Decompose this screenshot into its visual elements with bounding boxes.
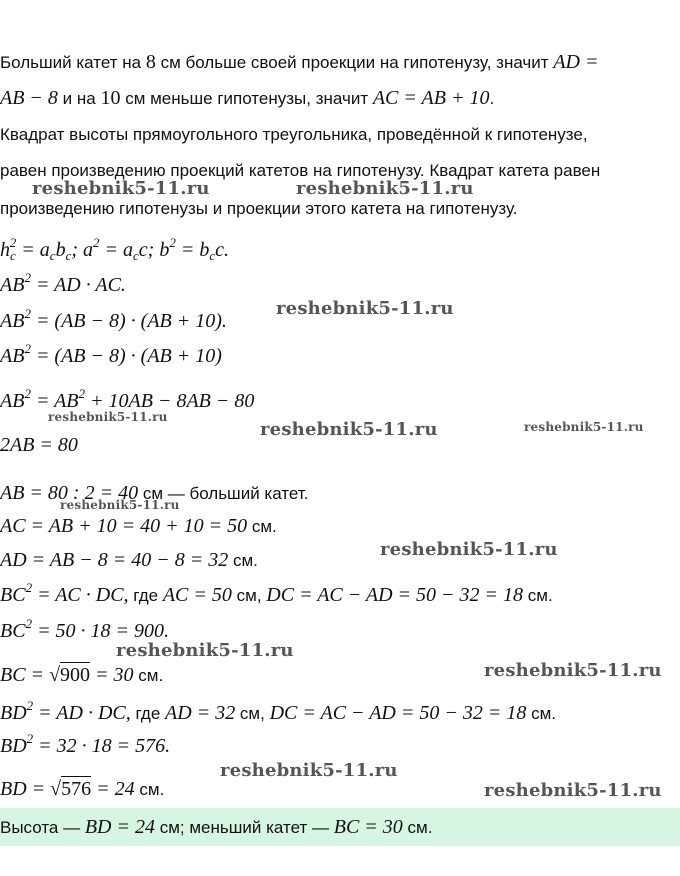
formula-bc-squared-value: $BC^2 = 50 \cdot 18 = 900$. [0,616,170,642]
watermark: reshebnik5-11.ru [116,640,294,661]
formula-bd-squared: $BD^2$ = AD · DC, где AD = 32 см, DC = AC − AD = 50 − 32 = 18 см. [0,698,556,724]
formula-ab-value: AB = 80 : 2 = 40 см — больший катет. [0,482,309,504]
watermark: reshebnik5-11.ru [220,760,398,781]
watermark: reshebnik5-11.ru [276,298,454,319]
formula-bd-value: BD = √576 = 24 см. [0,778,165,800]
text-line-2: AB − 8 и на 10 см меньше гипотенузы, значит AC = AB + 10. [0,87,495,109]
text-line-4: равен произведению проекций катетов на гипотенузу. Квадрат катета равен [0,161,601,180]
watermark: reshebnik5-11.ru [48,410,168,424]
formula-projections: $h_c^2 = a_cb_c$; $a^2 = a_cc$; $b^2 = b_cc$. [0,235,230,263]
watermark: reshebnik5-11.ru [524,420,644,434]
watermark: reshebnik5-11.ru [60,498,180,512]
answer-text: Высота — BD = 24 см; меньший катет — BC = 30 см. [0,816,433,838]
watermark: reshebnik5-11.ru [260,419,438,440]
formula-2ab: 2AB = 80 [0,434,78,456]
watermark: reshebnik5-11.ru [296,178,474,199]
text-line-5: произведению гипотенузы и проекции этого катета на гипотенузу. [0,199,518,218]
formula-bc-squared: $BC^2$ = AC · DC, где AC = 50 см, DC = AC − AD = 50 − 32 = 18 см. [0,580,553,606]
watermark: reshebnik5-11.ru [380,539,558,560]
formula-ab-squared-3: $AB^2 = (AB - 8) \cdot (AB + 10)$ [0,341,222,367]
watermark: reshebnik5-11.ru [484,780,662,801]
formula-ab-squared-1: $AB^2$ = AD · AC. [0,270,126,296]
formula-bd-squared-value: $BD^2 = 32 \cdot 18 = 576$. [0,731,171,757]
formula-bc-value: BC = √900 = 30 см. [0,664,164,686]
formula-ac-value: AC = AB + 10 = 40 + 10 = 50 см. [0,515,277,537]
formula-ad-value: AD = AB − 8 = 40 − 8 = 32 см. [0,549,258,571]
text-line-1: Больший катет на 8 см больше своей проекции на гипотенузу, значит AD = [0,51,599,73]
formula-ab-squared-expanded: $AB^2 = AB^2 + 10AB - 8AB - 80$ [0,386,255,412]
formula-ab-squared-2: $AB^2 = (AB - 8) \cdot (AB + 10)$. [0,306,227,332]
text-line-3: Квадрат высоты прямоугольного треугольника, проведённой к гипотенузе, [0,125,588,144]
watermark: reshebnik5-11.ru [484,660,662,681]
watermark: reshebnik5-11.ru [32,178,210,199]
answer-box [0,808,680,846]
